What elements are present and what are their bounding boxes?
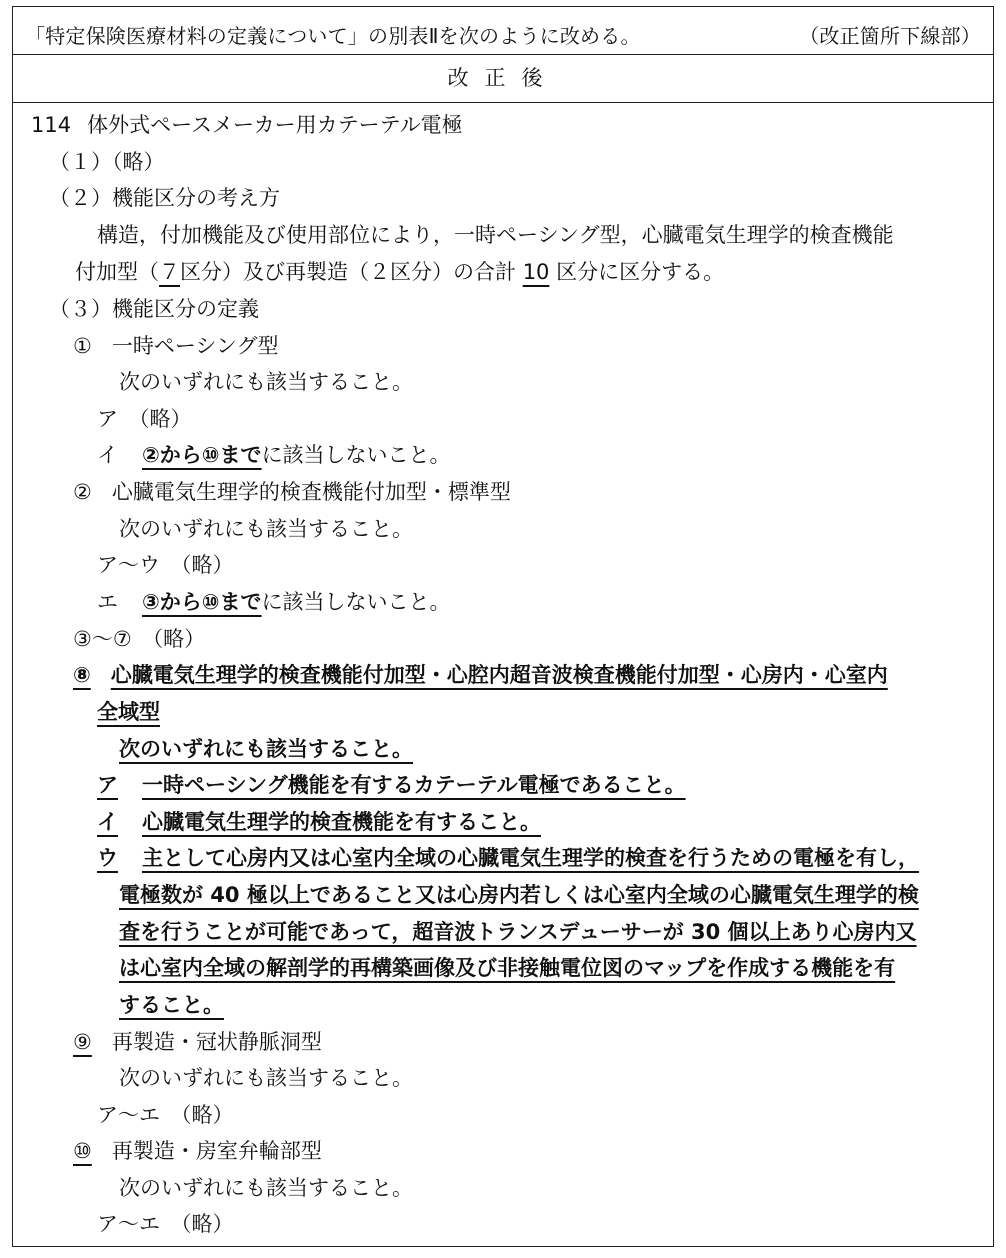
text-span: 付加型（ [75,260,159,284]
changed-count-7: ７ [159,260,180,284]
changed-count-10: 10 [522,260,550,284]
table-body [13,103,993,1247]
item-number: ② [73,480,92,504]
text-span: 区分に区分する。 [556,260,725,284]
item-title: 再製造・房室弁輪部型 [111,1139,322,1163]
item-9-lead: 次のいずれにも該当すること。 [119,1066,413,1090]
document-title: 「特定保険医療材料の定義について」の別表Ⅱを次のように改める。 [25,24,641,48]
column-heading: 改正後 [13,55,993,103]
item-2-heading [73,478,511,506]
item-text: すること。 [119,993,224,1017]
item-10-heading [73,1137,322,1165]
item-title: 再製造・冠状静脈洞型 [111,1030,322,1054]
item-text: 心臓電気生理学的検査機能を有すること。 [142,810,541,834]
item-8-c-line-5 [119,991,224,1019]
item-number: ⑩ [73,1139,92,1163]
lead-text: 次のいずれにも該当すること。 [119,737,413,761]
item-text: 主として心房内又は心室内全域の心臓電気生理学的検査を行うための電極を有し， [142,846,919,870]
changed-range: ②から⑩まで [142,443,262,467]
amendment-table [12,6,994,1247]
item-10-a: ア～エ （略） [97,1212,234,1236]
item-8-a [97,771,686,799]
table-header-row [13,7,993,55]
item-number: ⑨ [73,1030,92,1054]
item-8-heading-cont [97,698,160,726]
item-8-c-line-3 [119,918,917,946]
item-9-heading [73,1028,322,1056]
item-8-heading [73,661,888,689]
item-title: 心臓電気生理学的検査機能付加型・心腔内超音波検査機能付加型・心房内・心室内 [110,663,888,687]
item-1-lead: 次のいずれにも該当すること。 [119,370,413,394]
item-number: ⑧ [73,663,91,687]
text-span: に該当しないこと。 [261,443,451,467]
item-label: イ [97,810,118,834]
item-1-heading [73,332,278,360]
item-8-c [97,844,919,872]
item-title-cont: 全域型 [97,700,160,724]
item-title: 心臓電気生理学的検査機能付加型・標準型 [111,480,511,504]
paragraph-1: （１）（略） [49,150,165,174]
paragraph-2-heading: （２）機能区分の考え方 [49,186,280,210]
item-9-a: ア～エ （略） [97,1103,234,1127]
paragraph-2-line-2 [75,258,724,286]
text-span: 区分）及び再製造（２区分）の合計 [180,260,516,284]
item-8-lead [119,735,413,763]
section-heading [31,111,463,139]
item-text: 電極数が 40 極以上であること又は心房内若しくは心室内全域の心臓電気生理学的検 [119,883,919,907]
item-text: 一時ペーシング機能を有するカテーテル電極であること。 [142,773,686,797]
item-label: エ [97,590,118,614]
text-span: に該当しないこと。 [261,590,451,614]
section-number: 114 [31,113,72,137]
section-title: 体外式ペースメーカー用カテーテル電極 [87,113,463,137]
item-2-lead: 次のいずれにも該当すること。 [119,517,413,541]
item-8-c-line-2 [119,881,919,909]
item-1-a: ア （略） [97,407,192,431]
item-label: ウ [97,846,118,870]
item-8-c-line-4 [119,954,895,982]
items-3-7: ③～⑦ （略） [73,627,206,651]
changed-range: ③から⑩まで [142,590,262,614]
item-label: ア [97,773,118,797]
item-label: イ [97,443,118,467]
paragraph-3-heading: （３）機能区分の定義 [49,297,259,321]
item-2-a: ア～ウ （略） [97,553,234,577]
paragraph-2-line-1: 構造，付加機能及び使用部位により，一時ペーシング型，心臓電気生理学的検査機能 [97,223,894,247]
item-2-b [97,588,451,616]
item-title: 一時ペーシング型 [111,334,279,358]
item-1-b [97,441,451,469]
item-text: 査を行うことが可能であって，超音波トランスデューサーが 30 個以上あり心房内又 [119,920,917,944]
underline-note: （改正箇所下線部） [799,24,981,48]
item-10-lead: 次のいずれにも該当すること。 [119,1176,413,1200]
item-8-b [97,808,541,836]
item-text: は心室内全域の解剖学的再構築画像及び非接触電位図のマップを作成する機能を有 [119,956,896,980]
item-number: ① [73,334,92,358]
